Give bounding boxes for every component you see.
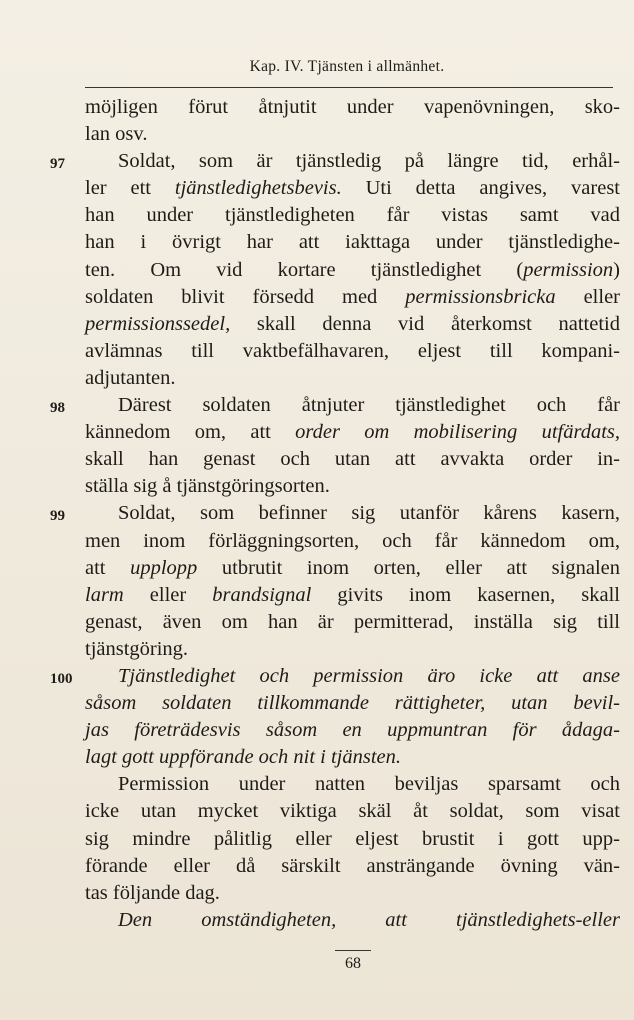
running-header: Kap. IV. Tjänsten i allmänhet. [249,58,445,75]
text-line: lagt gott uppförande och nit i tjänsten. [85,746,402,769]
paragraph-100-line: 100 Tjänstledighet och permission äro icke att anse [85,663,620,690]
text-line: genast, även om han är permitterad, inställa sig till [85,610,620,633]
text-line: jas företrädesvis såsom en uppmuntran för ådaga- [85,719,620,742]
text-line: Den omständigheten, att tjänstledighets-eller [118,908,620,931]
text-line: permissionssedel, skall denna vid återkomst nattetid [85,312,620,335]
text-line: adjutanten. [85,366,176,389]
paragraph-98-line: 98 Därest soldaten åtnjuter tjänstledighet och får [85,392,620,419]
text-line: han under tjänstledigheten får vistas samt vad [85,204,620,227]
text-line: tjänstgöring. [85,637,189,660]
text-line: ställa sig å tjänstgöringsorten. [85,475,330,498]
text-line: möjligen förut åtnjutit under vapenövningen, sko- [85,96,620,118]
text-line: larm eller brandsignal givits inom kasernen, skall [85,583,620,606]
text-line: soldaten blivit försedd med permissionsbricka eller [85,285,620,308]
text-line: skall han genast och utan att avvakta order in- [85,448,620,471]
section-number: 100 [50,670,73,687]
text-line: att upplopp utbrutit inom orten, eller att signalen [85,556,620,579]
section-number: 98 [50,400,65,417]
paragraph-99-line: 99 Soldat, som befinner sig utanför kårens kasern, [85,500,620,527]
text-line: såsom soldaten tillkommande rättigheter, utan bevil- [85,692,620,715]
text-line: förande eller då särskilt ansträngande övning vän- [85,854,620,877]
section-number: 97 [50,156,65,173]
text-line: ler ett tjänstledighetsbevis. Uti detta angives, varest [85,177,620,200]
page-text [50,94,620,934]
text-line: ten. Om vid kortare tjänstledighet (permission) [85,258,620,281]
text-line: avlämnas till vaktbefälhavaren, eljest till kompani- [85,339,620,362]
footer-rule [335,950,371,951]
text-line: Permission under natten beviljas sparsamt och [118,773,620,796]
text-line: han i övrigt har att iakttaga under tjänstledighe- [85,231,620,254]
text-line: kännedom om, att order om mobilisering utfärdats, [85,421,620,444]
header-rule [85,87,613,88]
section-number: 99 [50,508,65,525]
text-line: icke utan mycket viktiga skäl åt soldat, som visat [85,800,620,823]
page-number: 68 [345,955,361,972]
text-line: men inom förläggningsorten, och får kännedom om, [85,529,620,552]
paragraph-97-line: 97 Soldat, som är tjänstledig på längre tid, erhål- [85,148,620,175]
text-line: lan osv. [85,123,148,146]
text-line: sig mindre pålitlig eller eljest brustit i gott upp- [85,827,620,850]
text-line: tas följande dag. [85,881,220,904]
